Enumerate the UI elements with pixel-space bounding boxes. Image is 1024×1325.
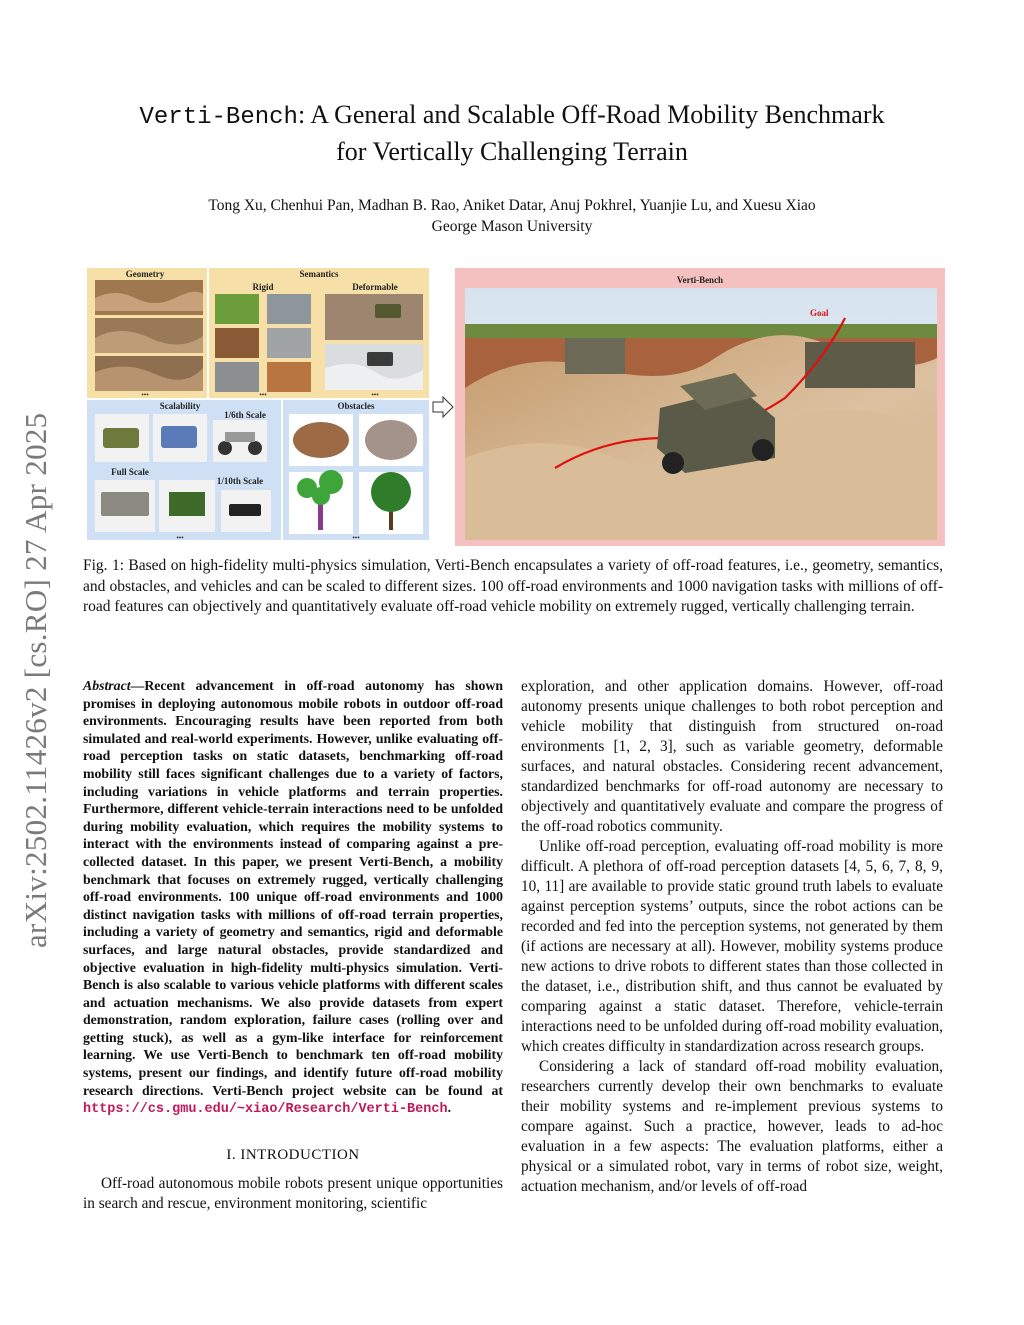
deformable-ellipsis: ••• — [371, 391, 379, 399]
geometry-panel — [87, 268, 207, 399]
deformable-mud — [325, 294, 423, 340]
vehicle-icon — [367, 352, 393, 366]
vehicle-icon — [375, 304, 401, 318]
rigid-cracked-mud — [267, 362, 311, 392]
obstacles-ellipsis: ••• — [352, 534, 360, 542]
scale-16-label: 1/6th Scale — [224, 410, 266, 420]
abstract-tail: . — [447, 1100, 452, 1116]
verti-bench-panel — [455, 268, 945, 546]
goal-label: Goal — [810, 308, 829, 318]
intro-paragraph: Off-road autonomous mobile robots present unique opportunities in search and rescue, environment monitoring, scientific — [83, 1175, 503, 1212]
full-scale-label: Full Scale — [111, 467, 149, 477]
semantics-label: Semantics — [299, 269, 339, 279]
figure-caption: Fig. 1: Based on high-fidelity multi-physics simulation, Verti-Bench encapsulates a variety of off-road features, i.e., geometry, semantics, and obstacles, and vehicles and can be scaled to different sizes. 100 off-road environments and 1000 navigation tasks with millions of off-road features can objectively and quantitatively evaluate off-road vehicle mobility on extremely rugged, vertically challenging terrain. — [83, 557, 943, 615]
scalability-panel — [87, 400, 281, 542]
verti-bench-label: Verti-Bench — [676, 275, 724, 285]
right-paragraph-3: Considering a lack of standard off-road mobility evaluation, researchers currently develop their own benchmarks to evaluate their mobility systems and re-implement previous systems to compare against. Such a practice, however, leads to ad-hoc evaluation in a few aspects: The evaluation platforms, either a physical or a simulated robot, vary in terms of robot size, weight, actuation mechanism, and/or levels of off-road — [521, 1058, 943, 1195]
rigid-wood — [215, 328, 259, 358]
abstract — [83, 677, 503, 1119]
authors: Tong Xu, Chenhui Pan, Madhan B. Rao, Aniket Datar, Anuj Pokhrel, Yuanjie Lu, and Xuesu Xiao — [208, 197, 816, 214]
scalability-label: Scalability — [159, 401, 201, 411]
scale-110-label: 1/10th Scale — [216, 476, 264, 486]
project-website-link[interactable]: https://cs.gmu.edu/~xiao/Research/Verti-Bench — [83, 1102, 448, 1118]
abstract-body: —Recent advancement in off-road autonomy has shown promises in deploying autonomous mobile robots in outdoor off-road environments. Encouraging results have been reported from both simulated and real-world experiments. However, unlike evaluating off-road perception tasks on static datasets, benchmarking off-road mobility still faces significant challenges due to a variety of factors, including variations in vehicle platforms and terrain properties. Furthermore, different vehicle-terrain interactions need to be unfolded during mobility evaluation, which requires the mobility systems to interact with the environments instead of comparing against a pre-collected dataset. In this paper, we present Verti-Bench, a mobility benchmark that focuses on extremely rugged, vertically challenging off-road environments. 100 unique off-road environments and 1000 distinct navigation tasks with millions of off-road terrain properties, including a variety of geometry and semantics, rigid and deformable surfaces, and large natural obstacles, provide standardized and objective evaluation in high-fidelity multi-physics simulation. Verti-Bench is also scalable to various vehicle platforms with different scales and actuation mechanisms. We also provide datasets from expert demonstration, random exploration, failure cases (rolling over and getting stuck), as well as a gym-like interface for reinforcement learning. We use Verti-Bench to benchmark ten off-road mobility systems, present our findings, and identify future off-road mobility research directions. Verti-Bench project website can be found at — [83, 678, 503, 1098]
right-column — [521, 677, 943, 1197]
title-name: Verti-Bench — [139, 104, 298, 131]
geometry-label: Geometry — [125, 269, 165, 279]
obstacles-panel — [283, 400, 429, 542]
author-block — [0, 195, 1024, 237]
paper-title — [0, 98, 1024, 169]
rigid-asphalt — [215, 362, 259, 392]
deformable-label: Deformable — [352, 282, 398, 292]
affiliation: George Mason University — [431, 218, 593, 235]
right-paragraph-2: Unlike off-road perception, evaluating off-road mobility is more difficult. A plethora of off-road perception datasets [4, 5, 6, 7, 8, 9, 10, 11] are available to provide static ground truth labels to evaluate against perception systems’ outputs, since the robot actions can be recorded and fed into the perception systems, not generated by them (if actions are necessary at all). However, mobility systems produce new actions to drive robots to different states than those collected in the dataset, i.e., distribution shift, and thus cannot be evaluated by comparing against a static dataset. Therefore, vehicle-terrain interactions need to be unfolded during off-road mobility evaluation, which creates difficulty in standardization across research groups. — [521, 838, 943, 1055]
arxiv-stamp: arXiv:2502.11426v2 [cs.RO] 27 Apr 2025 — [18, 412, 53, 948]
obstacles-label: Obstacles — [337, 401, 375, 411]
rigid-grass — [215, 294, 259, 324]
title-line2: for Vertically Challenging Terrain — [336, 137, 688, 166]
geometry-ellipsis: ••• — [141, 391, 149, 399]
right-paragraph-1: exploration, and other application domains. However, off-road autonomy presents unique challenges to both robot perception and vehicle mobility that distinguish from structured on-road environments [1, 2, 3], such as variable geometry, deformable surfaces, and natural obstacles. Considering recent advancement, standardized benchmarks for off-road autonomy are necessary to objectively and quantitatively evaluate and compare the progress of the off-road robotics community. — [521, 678, 943, 835]
scalability-ellipsis: ••• — [176, 534, 184, 542]
title-line1: : A General and Scalable Off-Road Mobility Benchmark — [297, 100, 885, 129]
rigid-gravel — [267, 294, 311, 324]
rigid-stone — [267, 328, 311, 358]
rigid-ellipsis: ••• — [259, 391, 267, 399]
semantics-panel — [209, 268, 429, 399]
arrow-icon — [433, 397, 453, 417]
figure-1 — [85, 268, 945, 546]
section-heading: I. INTRODUCTION — [226, 1147, 360, 1163]
rigid-label: Rigid — [252, 282, 274, 292]
abstract-lead: Abstract — [83, 678, 131, 693]
